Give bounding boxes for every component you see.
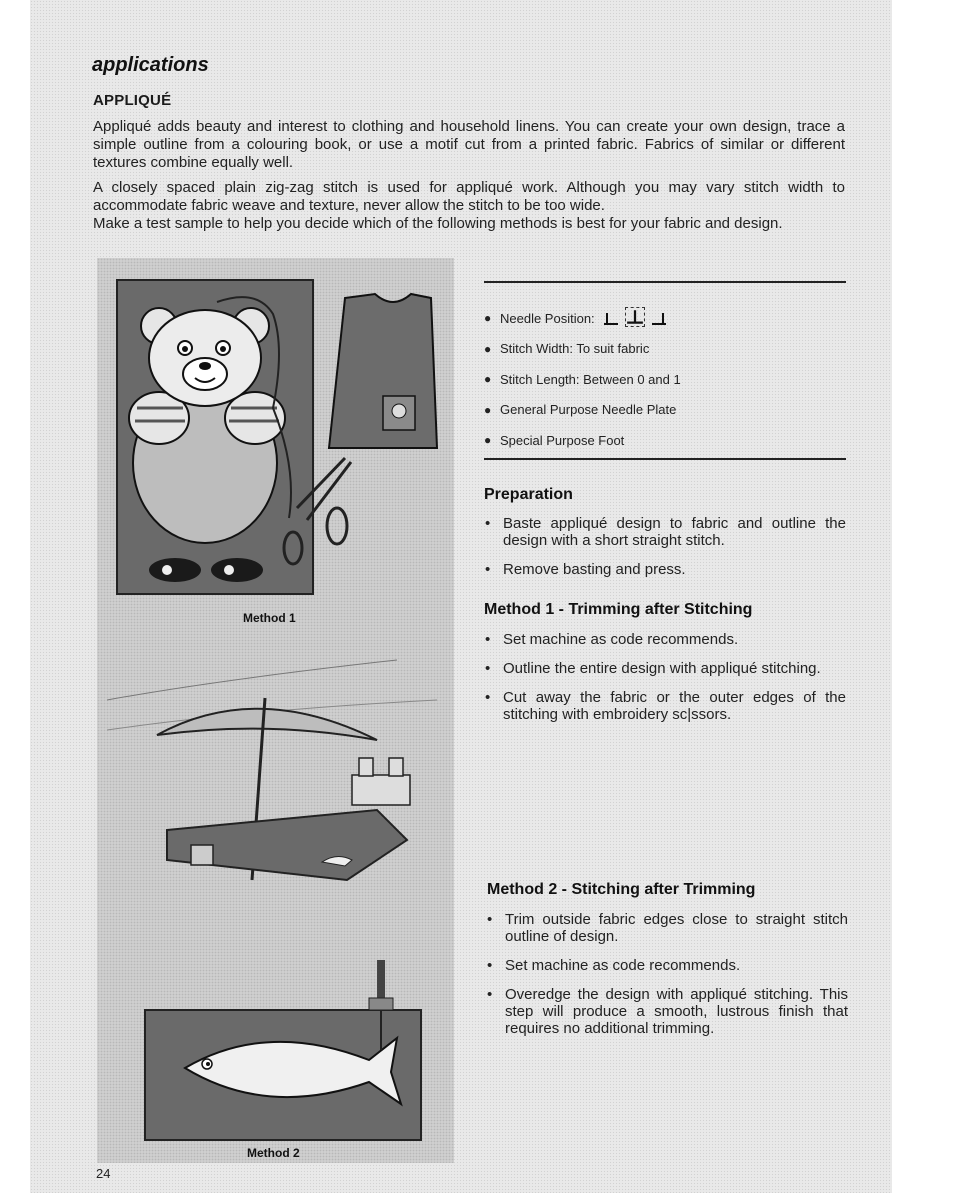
page-heading: APPLIQUÉ bbox=[93, 92, 172, 109]
needle-position-icons bbox=[603, 309, 667, 327]
settings-stitch-width: ● Stitch Width: To suit fabric bbox=[484, 341, 650, 357]
settings-stitch-length: ● Stitch Length: Between 0 and 1 bbox=[484, 371, 681, 387]
list-item: • Set machine as code recommends. bbox=[486, 957, 848, 974]
fish-applique-illustration bbox=[97, 950, 454, 1150]
settings-bottom-rule bbox=[484, 458, 846, 460]
teddy-bear-applique-illustration bbox=[97, 258, 454, 628]
method-2-heading: Method 2 - Stitching after Trimming bbox=[487, 881, 756, 898]
list-item: • Baste appliqué design to fabric and outline the design with a short straight stitch. bbox=[484, 515, 846, 549]
list-item: • Overedge the design with appliqué stitching. This step will produce a smooth, lustrous finish that requires no additional trimming. bbox=[486, 986, 848, 1037]
settings-needle-position: ● Needle Position: bbox=[484, 303, 846, 334]
settings-foot: ● Special Purpose Foot bbox=[484, 432, 625, 448]
bullet: ● bbox=[484, 372, 492, 387]
settings-top-rule bbox=[484, 281, 846, 283]
bullet: ● bbox=[484, 311, 492, 326]
preparation-steps bbox=[484, 515, 846, 590]
method-1-steps bbox=[484, 631, 846, 735]
list-item: • Set machine as code recommends. bbox=[484, 631, 846, 648]
method-1-heading: Method 1 - Trimming after Stitching bbox=[484, 601, 753, 618]
section-title: applications bbox=[92, 54, 209, 76]
list-item: • Trim outside fabric edges close to straight stitch outline of design. bbox=[486, 911, 848, 945]
bullet: ● bbox=[484, 341, 492, 356]
bullet: ● bbox=[484, 433, 492, 448]
needle-right-icon bbox=[651, 311, 667, 327]
settings-needle-plate: ● General Purpose Needle Plate bbox=[484, 402, 677, 418]
method-1-caption: Method 1 bbox=[243, 611, 296, 625]
machine-settings-list bbox=[484, 303, 846, 456]
intro-paragraph-3: Make a test sample to help you decide which of the following methods is best for your fabric and design. bbox=[93, 215, 783, 232]
intro-paragraph-1: Appliqué adds beauty and interest to clothing and household linens. You can create your own design, trace a simple outline from a colouring book, or use a motif cut from a printed fabric. Fabrics of similar or different textures combine equally well. bbox=[93, 118, 845, 171]
list-item: • Outline the entire design with appliqué stitching. bbox=[484, 660, 846, 677]
list-item: • Cut away the fabric or the outer edges of the stitching with embroidery sc|ssors. bbox=[484, 689, 846, 723]
intro-paragraph-2: A closely spaced plain zig-zag stitch is used for appliqué work. Although you may vary stitch width to accommodate fabric weave and texture, never allow the stitch to be too wide. bbox=[93, 179, 845, 214]
method-2-steps bbox=[486, 911, 848, 1049]
page-number: 24 bbox=[96, 1166, 111, 1181]
list-item: • Remove basting and press. bbox=[484, 561, 846, 578]
beach-scene-illustration bbox=[97, 640, 454, 900]
needle-left-icon bbox=[603, 311, 619, 327]
bullet: ● bbox=[484, 402, 492, 417]
preparation-heading: Preparation bbox=[484, 486, 573, 503]
needle-center-icon bbox=[625, 307, 645, 327]
method-2-caption: Method 2 bbox=[247, 1146, 300, 1160]
